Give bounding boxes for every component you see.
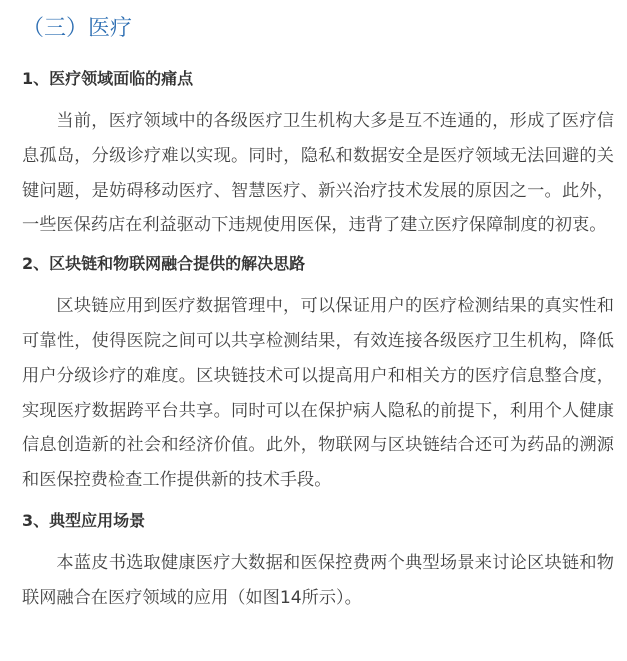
section-title: （三）医疗 — [22, 16, 133, 41]
heading-scenarios: 3、典型应用场景 — [22, 510, 146, 530]
heading-pain-points: 1、医疗领域面临的痛点 — [22, 69, 194, 88]
paragraph-scenarios: 本蓝皮书选取健康医疗大数据和医保控费两个典型场景来讨论区块链和物联网融合在医疗领域的应用（如图14所示）。 — [22, 552, 614, 608]
paragraph-solution: 区块链应用到医疗数据管理中，可以保证用户的医疗检测结果的真实性和可靠性，使得医院之间可以共享检测结果，有效连接各级医疗卫生机构，降低用户分级诊疗的难度。区块链技术可以提高用户和相关方的医疗信息整合度，实现医疗数据跨平台共享。同时可以在保护病人隐私的前提下，利用个人健康信息创造新的社会和经济价值。此外，物联网与区块链结合还可为药品的溯源和医保控费检查工作提供新的技术手段。 — [22, 296, 614, 491]
paragraph-pain-points: 当前，医疗领域中的各级医疗卫生机构大多是互不连通的，形成了医疗信息孤岛，分级诊疗难以实现。同时，隐私和数据安全是医疗领域无法回避的关键问题，是妨碍移动医疗、智慧医疗、新兴治疗技术发展的原因之一。此外，一些医保药店在利益驱动下违规使用医保，违背了建立医疗保障制度的初衷。 — [22, 111, 614, 236]
heading-solution: 2、区块链和物联网融合提供的解决思路 — [22, 254, 306, 274]
